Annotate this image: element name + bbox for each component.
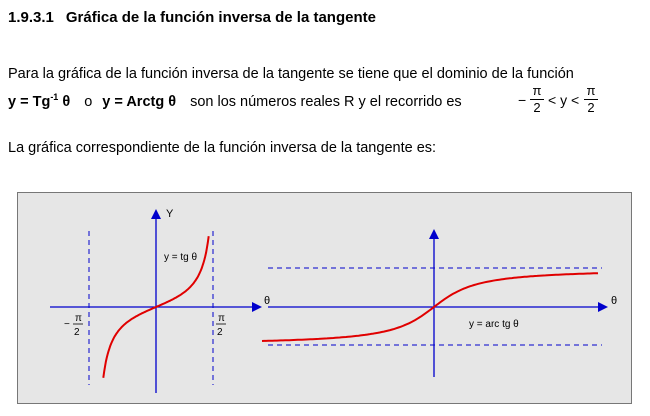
left-y-axis-label: Y bbox=[166, 208, 174, 220]
svg-text:π: π bbox=[218, 313, 225, 324]
svg-text:2: 2 bbox=[217, 327, 223, 338]
left-x-axis-label: θ bbox=[264, 295, 271, 307]
pi-over-two-fraction: π 2 bbox=[584, 84, 598, 115]
neg-pi-half-label bbox=[64, 313, 83, 338]
arctangent-notation: y = Arctg θ bbox=[102, 93, 177, 110]
neg-pi-over-two-fraction: π 2 bbox=[530, 84, 544, 115]
domain-range-text: son los números reales R y el recorrido es bbox=[190, 93, 462, 110]
svg-text:2: 2 bbox=[74, 327, 80, 338]
tangent-graph bbox=[50, 208, 270, 393]
tangent-curve-label: y = tg θ bbox=[164, 252, 198, 263]
section-number: 1.9.3.1 bbox=[8, 9, 54, 26]
arctangent-graph bbox=[262, 231, 617, 377]
connector-word: o bbox=[84, 93, 93, 110]
paragraph-2: La gráfica correspondiente de la función inversa de la tangente es: bbox=[8, 140, 437, 156]
minus-sign: − bbox=[518, 92, 527, 108]
paragraph-line-2 bbox=[8, 88, 462, 111]
svg-text:π: π bbox=[75, 313, 82, 324]
svg-text:−: − bbox=[64, 319, 70, 330]
tangent-graphs-figure bbox=[17, 192, 632, 404]
inverse-tangent-notation: $y = Tg^{-1}$ θ bbox=[8, 92, 71, 110]
graphs-svg bbox=[18, 193, 631, 403]
inequality-middle: < y < bbox=[548, 92, 580, 108]
paragraph-line-1: Para la gráfica de la función inversa de la tangente se tiene que el dominio de la función bbox=[8, 66, 574, 82]
section-heading bbox=[8, 9, 376, 26]
section-title: Gráfica de la función inversa de la tangente bbox=[65, 9, 376, 26]
right-x-axis-label: θ bbox=[611, 295, 618, 307]
pi-half-label bbox=[216, 313, 226, 338]
range-inequality bbox=[512, 82, 602, 120]
arctangent-curve-label: y = arc tg θ bbox=[469, 319, 519, 330]
